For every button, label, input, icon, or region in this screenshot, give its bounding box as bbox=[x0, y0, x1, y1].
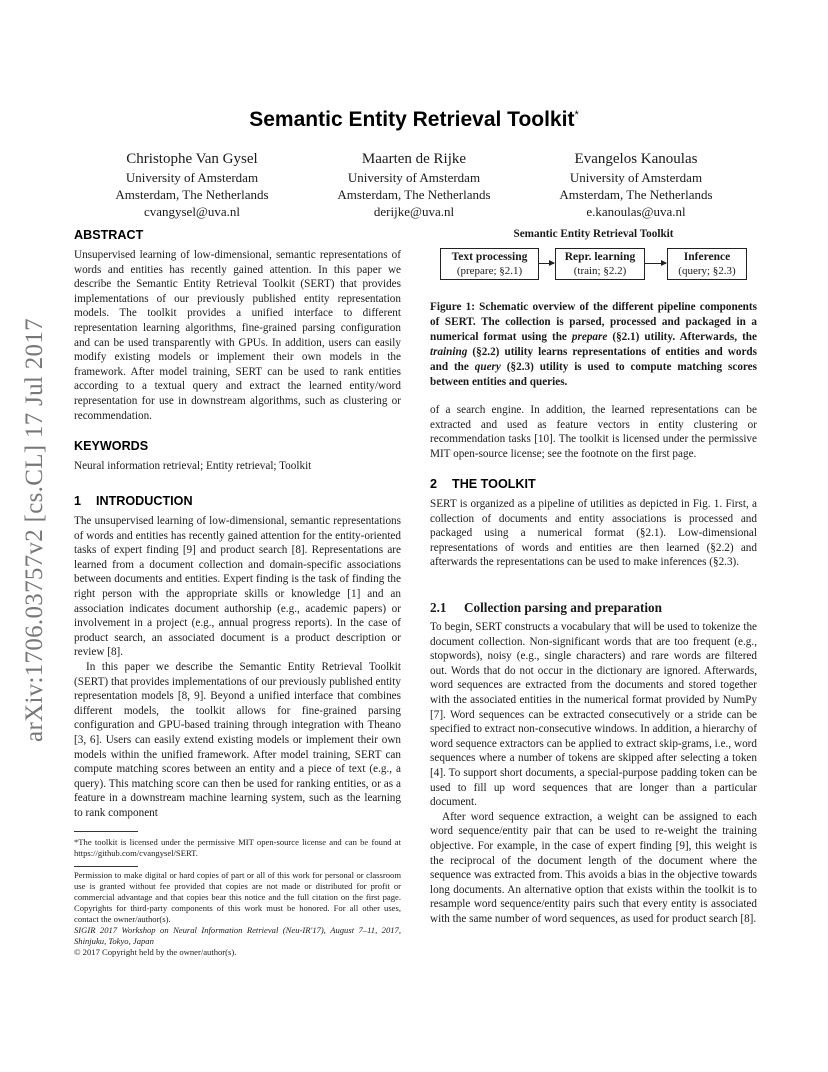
author-affiliation: University of Amsterdam bbox=[569, 170, 703, 185]
box-sub: (train; §2.2) bbox=[573, 265, 627, 277]
permission-block bbox=[74, 870, 401, 958]
collection-heading: 2.1 Collection parsing and preparation bbox=[430, 600, 662, 615]
pipeline-box-repr-learning bbox=[555, 248, 645, 280]
footnote-rule bbox=[74, 831, 138, 832]
permission-notice: Permission to make digital or hard copies of part or all of this work for personal or classroom use is granted without fee provided that copies are not made or distributed for profit or commercial advantage and that copies bear this notice and the full citation on the first page. Copyrights for third-party components of this work must be honored. For all other uses, contact the owner/author(s). bbox=[74, 870, 401, 924]
introduction-body bbox=[74, 514, 401, 820]
abstract-heading: ABSTRACT bbox=[74, 228, 144, 242]
pipeline-box-text-processing bbox=[440, 248, 539, 280]
author-name: Maarten de Rijke bbox=[361, 151, 467, 167]
permission-rule bbox=[74, 866, 138, 867]
keywords-heading: KEYWORDS bbox=[74, 439, 149, 453]
author-email: derijke@uva.nl bbox=[373, 204, 455, 219]
intro-paragraph-2: In this paper we describe the Semantic Entity Retrieval Toolkit (SERT) that provides implementations of our previously published entity representation models [8, 9]. Beyond a unified interface that combines different models, the toolkit allows for fine-grained parsing configuration and GPU-based training through integration with Theano [3, 6]. Users can easily extend existing models or implement their own models within the unified framework. After model training, SERT can compute matching scores between an entity and a piece of text (e.g., a query). This matching score can then be used for ranking entities, or as a feature in a downstream machine learning system, such as the learning to rank component bbox=[74, 660, 401, 819]
figure-title: Semantic Entity Retrieval Toolkit bbox=[513, 228, 674, 240]
box-label: Repr. learning bbox=[564, 251, 636, 263]
abstract-text: Unsupervised learning of low-dimensional, semantic representations of words and entities has recently gained attention. In this paper we describe the Semantic Entity Retrieval Toolkit (SERT) that provides implementations of our previously published entity representation models. The toolkit provides a unified interface to different representation learning algorithms, fine-grained parsing configuration and can be used transparently with GPUs. In addition, users can easily modify existing models or implement their own models in the framework. After model training, SERT can be used to rank entities according to a textual query and extract the learned entity/word representation for use in downstream algorithms, such as clustering or recommendation. bbox=[74, 249, 401, 422]
intro-paragraph-1: The unsupervised learning of low-dimensional, semantic representations of words and entities has recently gained attention for the entity-oriented tasks of expert finding [9] and product search [8]. Representations are learned from a document collection and domain-specific associations between documents and entities. Expert finding is the task of finding the right person with the appropriate skills or knowledge [1] and an association indicates document authorship (e.g., academic papers) or involvement in a project (e.g., annual progress reports). In the case of product search, an associated document is a product description or review [8]. bbox=[74, 515, 401, 659]
collection-paragraph-2: After word sequence extraction, a weight can be assigned to each word sequence/entity pair that can be used to re-weight the training objective. For example, in the case of expert finding [9], this weight is the reciprocal of the document length of the document where the sequence was extracted from. This avoids a bias in the objective towards long documents. An alternative option that exists within the toolkit is to resample word sequence/entity pairs such that every entity is associated with the same number of word sequences, as used for product search [8]. bbox=[430, 810, 757, 925]
author-name: Evangelos Kanoulas bbox=[574, 151, 698, 167]
keywords-text: Neural information retrieval; Entity retrieval; Toolkit bbox=[74, 460, 312, 472]
author-location: Amsterdam, The Netherlands bbox=[115, 187, 269, 202]
box-sub: (query; §2.3) bbox=[678, 265, 736, 277]
pipeline-arrow bbox=[645, 263, 666, 264]
pipeline-box-inference bbox=[667, 248, 747, 280]
author-block bbox=[294, 150, 534, 220]
toolkit-text: SERT is organized as a pipeline of utilities as depicted in Fig. 1. First, a collection of documents and entity associations is processed and packaged using a numerical format (§2.1). Low-dimensional representations of words and entities are then learned (§2.2) and afterwards the representations can be used to make inferences (§2.3). bbox=[430, 498, 757, 569]
author-block bbox=[516, 150, 756, 220]
author-email: e.kanoulas@uva.nl bbox=[586, 204, 686, 219]
toolkit-heading: 2 THE TOOLKIT bbox=[430, 477, 536, 491]
paper-title: Semantic Entity Retrieval Toolkit* bbox=[249, 108, 579, 131]
box-label: Inference bbox=[683, 251, 731, 263]
copyright-notice: © 2017 Copyright held by the owner/author(s). bbox=[74, 947, 237, 957]
introduction-heading: 1 INTRODUCTION bbox=[74, 494, 193, 508]
box-label: Text processing bbox=[451, 251, 528, 263]
author-affiliation: University of Amsterdam bbox=[347, 170, 481, 185]
author-block bbox=[72, 150, 312, 220]
author-email: cvangysel@uva.nl bbox=[143, 204, 241, 219]
author-location: Amsterdam, The Netherlands bbox=[337, 187, 491, 202]
box-sub: (prepare; §2.1) bbox=[456, 265, 523, 277]
collection-body bbox=[430, 620, 757, 926]
author-name: Christophe Van Gysel bbox=[126, 151, 258, 167]
collection-paragraph-1: To begin, SERT constructs a vocabulary that will be used to tokenize the document collection. Non-significant words that are too frequent (e.g., stopwords), noisy (e.g., single characters) and rare words are filtered out. Words that do not occur in the dictionary are ignored. Afterwards, word sequences are extracted from the documents and stored together with the associated entities in the numerical format provided by NumPy [7]. Word sequences can be extracted consecutively or a stride can be specified to extract non-consecutive windows. In addition, a hierarchy of word sequence extractors can be applied to extract skip-grams, i.e., word sequences where a number of tokens are skipped after selecting a token [4]. To support short documents, a special-purpose padding token can be used to fill up word sequences that are longer than a particular document. bbox=[430, 621, 757, 809]
author-affiliation: University of Amsterdam bbox=[125, 170, 259, 185]
pipeline-arrow bbox=[539, 263, 554, 264]
figure-caption: Figure 1: Schematic overview of the different pipeline components of SERT. The collection is parsed, processed and packaged in a numerical format using the prepare (§2.1) utility. Afterwards, the training (§2.2) utility learns representations of entities and words and the query (§2.3) utility is used to compute matching scores between entities and queries. bbox=[430, 301, 757, 388]
venue-notice: SIGIR 2017 Workshop on Neural Information Retrieval (Neu-IR'17), August 7–11, 2017, Shinjuku, Tokyo, Japan bbox=[74, 925, 401, 946]
arxiv-identifier: arXiv:1706.03757v2 [cs.CL] 17 Jul 2017 bbox=[21, 318, 48, 742]
continuation-text: of a search engine. In addition, the learned representations can be extracted and used as feature vectors in entity clustering or recommendation tasks [10]. The toolkit is licensed under the permissive MIT open-source license; see the footnote on the first page. bbox=[430, 404, 757, 460]
author-location: Amsterdam, The Netherlands bbox=[559, 187, 713, 202]
footnote: *The toolkit is licensed under the permissive MIT open-source license and can be found at https://github.com/cvangysel/SERT. bbox=[74, 837, 401, 858]
